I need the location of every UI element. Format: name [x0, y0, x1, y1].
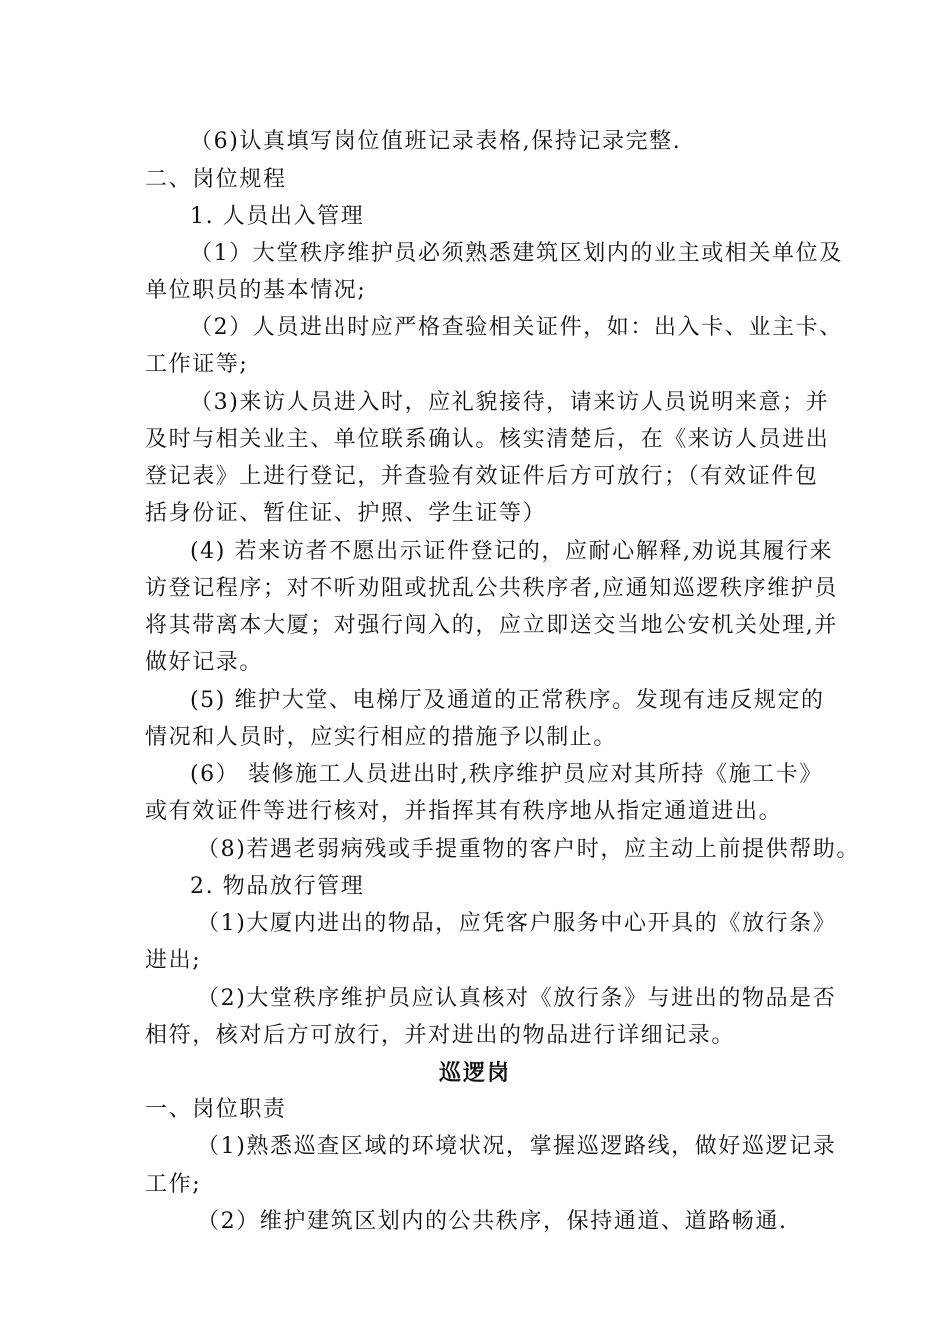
paragraph-line: 进出; [145, 948, 202, 973]
paragraph-line: （1）大堂秩序维护员必须熟悉建筑区划内的业主或相关单位及 [190, 241, 843, 266]
paragraph-line: (6） 装修施工人员进出时,秩序维护员应对其所持《施工卡》 [190, 762, 823, 787]
paragraph-line: 相符，核对后方可放行，并对进出的物品进行详细记录。 [145, 1023, 736, 1048]
paragraph-line: 工作; [145, 1172, 202, 1197]
paragraph-line: 将其带离本大厦；对强行闯入的，应立即送交当地公安机关处理,并 [145, 613, 838, 638]
paragraph-line: （2)大堂秩序维护员应认真核对《放行条》与进出的物品是否 [197, 986, 837, 1011]
paragraph-line: 括身份证、暂住证、护照、学生证等） [145, 501, 547, 526]
paragraph-line: 情况和人员时，应实行相应的措施予以制止。 [145, 725, 618, 750]
paragraph-line: 单位职员的基本情况; [145, 278, 367, 303]
paragraph-line: 登记表》上进行登记，并查验有效证件后方可放行；（有效证件包 [145, 464, 819, 489]
paragraph-line: 工作证等; [145, 352, 249, 377]
paragraph-line: （8)若遇老弱病残或手提重物的客户时，应主动上前提供帮助。 [197, 837, 860, 862]
paragraph-line: (5) 维护大堂、电梯厅及通道的正常秩序。发现有违反规定的 [190, 688, 825, 713]
section-heading: 二、岗位规程 [145, 167, 287, 192]
subsection-heading: 2. 物品放行管理 [190, 874, 365, 899]
paragraph-line: （1)熟悉巡查区域的环境状况，掌握巡逻路线，做好巡逻记录 [197, 1134, 837, 1159]
section-title: 巡逻岗 [438, 1060, 511, 1086]
section-heading: 一、岗位职责 [145, 1097, 287, 1122]
paragraph-line: （2）人员进出时应严格查验相关证件，如：出入卡、业主卡、 [190, 315, 843, 340]
paragraph-line: （2）维护建筑区划内的公共秩序，保持通道、道路畅通. [197, 1209, 788, 1234]
paragraph-line: (4) 若来访者不愿出示证件登记的，应耐心解释,劝说其履行来 [190, 539, 834, 564]
subsection-heading: 1. 人员出入管理 [190, 204, 365, 229]
paragraph-line: （3)来访人员进入时，应礼貌接待，请来访人员说明来意；并 [190, 390, 830, 415]
paragraph-line: 做好记录。 [145, 650, 264, 675]
paragraph-line: （1)大厦内进出的物品，应凭客户服务中心开具的《放行条》 [197, 911, 837, 936]
paragraph-line: 访登记程序；对不听劝阻或扰乱公共秩序者,应通知巡逻秩序维护员 [145, 576, 838, 601]
paragraph-line: （6)认真填写岗位值班记录表格,保持记录完整. [190, 129, 682, 154]
paragraph-line: 及时与相关业主、单位联系确认。核实清楚后，在《来访人员进出 [145, 427, 830, 452]
paragraph-line: 或有效证件等进行核对，并指挥其有秩序地从指定通道进出。 [145, 799, 783, 824]
